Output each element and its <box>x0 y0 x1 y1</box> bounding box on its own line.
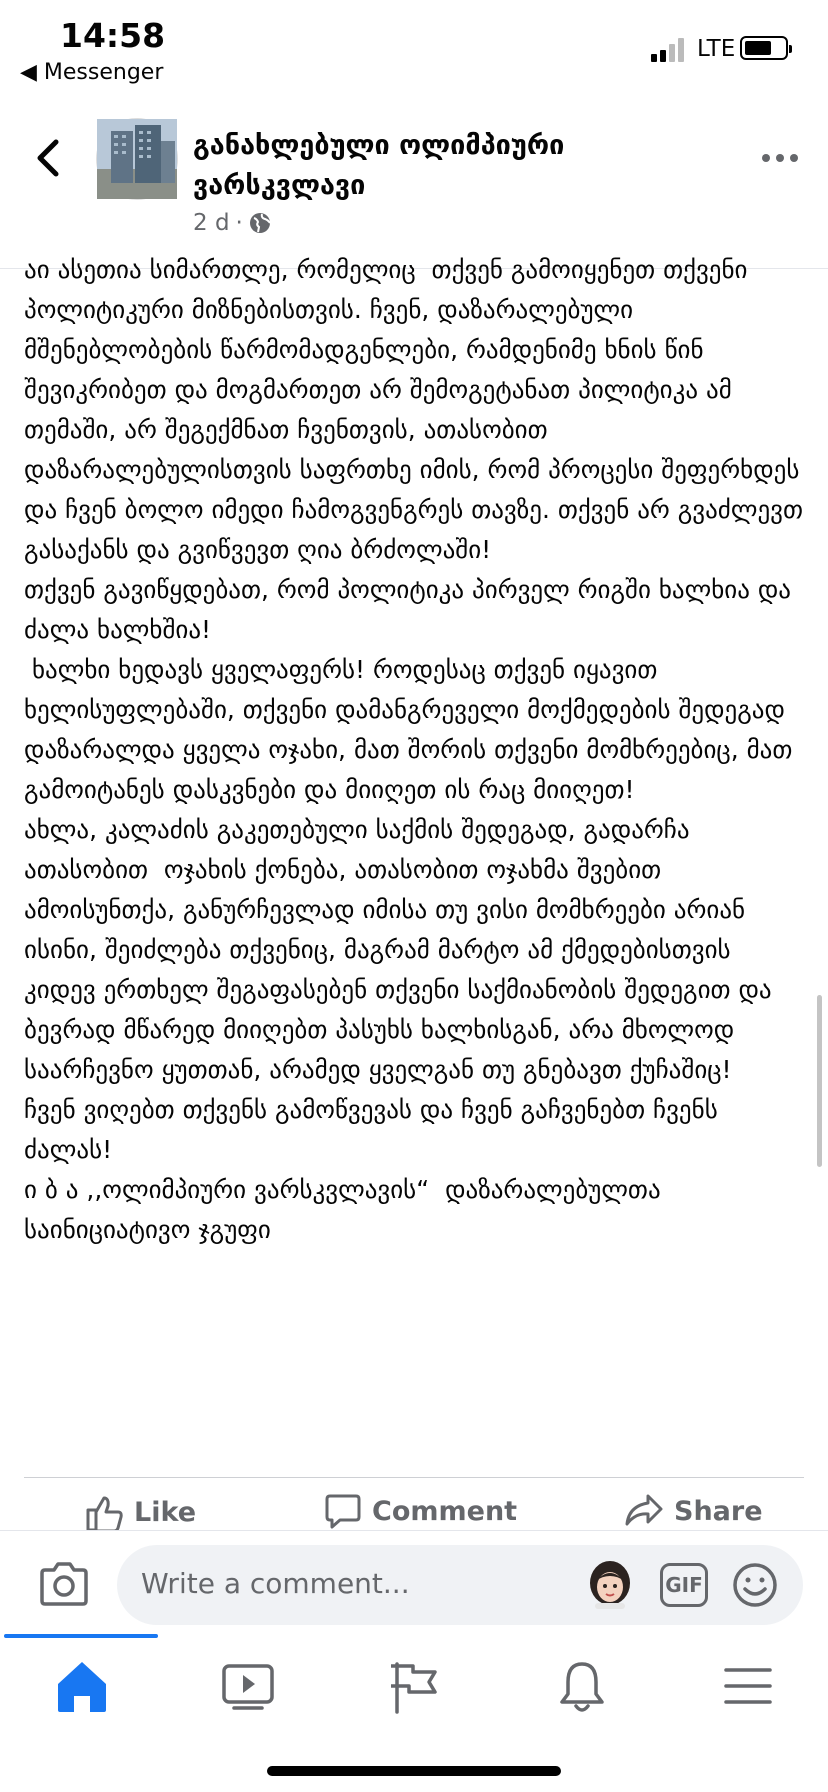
post-actions <box>0 1492 828 1532</box>
comment-bar <box>0 1530 828 1635</box>
page-title[interactable]: განახლებული ოლიმპიური ვარსკვლავი <box>193 130 565 201</box>
home-icon[interactable] <box>52 1656 112 1716</box>
menu-icon[interactable] <box>718 1656 778 1716</box>
share-arrow-icon <box>624 1492 664 1530</box>
like-label: Like <box>134 1496 197 1528</box>
scrollbar[interactable] <box>817 995 822 1167</box>
status-time: 14:58 <box>60 16 166 55</box>
back-chevron-icon[interactable] <box>30 136 70 180</box>
comment-button[interactable] <box>324 1492 517 1530</box>
comment-bubble-icon <box>324 1492 362 1530</box>
meta-separator: · <box>235 210 243 236</box>
camera-icon[interactable] <box>38 1561 90 1607</box>
post-text-container <box>24 250 804 1460</box>
share-label: Share <box>674 1495 763 1527</box>
like-button[interactable] <box>84 1492 196 1532</box>
gif-button[interactable]: GIF <box>660 1563 708 1607</box>
home-indicator[interactable] <box>267 1766 561 1776</box>
thumbs-up-icon <box>84 1492 124 1532</box>
pages-flag-icon[interactable] <box>385 1656 445 1716</box>
page-avatar[interactable] <box>96 118 178 200</box>
cellular-signal-icon <box>651 38 687 62</box>
emoji-smile-icon[interactable] <box>731 1561 779 1609</box>
battery-icon <box>740 36 788 60</box>
actions-divider <box>24 1477 804 1478</box>
globe-icon <box>249 212 271 234</box>
more-options-icon[interactable] <box>760 148 800 168</box>
post-text: აი ასეთია სიმართლე, რომელიც თქვენ გამოიყენეთ თქვენი პოლიტიკური მიზნებისთვის. ჩვენ, დაზარალებული მშენებლობების წარმომადგენლები, რამდენიმე ხნის წინ შევიკრიბეთ და მოგმართეთ არ შემოგეტანათ პილიტიკა ამ თემაში, არ შეგექმნათ ჩვენთვის, ათასობით დაზარალებულისთვის საფრთხე იმის, რომ პროცესი შეფერხდეს და ჩვენ ბოლო იმედი ჩამოგვენგრეს თავზე. თქვენ არ გვაძლევთ გასაქანს და გვიწვევთ ღია ბრძოლაში! თქვენ გავიწყდებათ, რომ პოლიტიკა პირველ რიგში ხალხია და ძალა ხალხშია! ხალხი ხედავს ყველაფერს! როდესაც თქვენ იყავით ხელისუფლებაში, თქვენი დამანგრეველი მოქმედების შედეგად დაზარალდა ყველა ოჯახი, მათ შორის თქვენი მომხრეებიც, მათ გამოიტანეს დასკვნები და მიიღეთ ის რაც მიიღეთ! ახლა, კალაძის გაკეთებული საქმის შედეგად, გადარჩა ათასობით ოჯახის ქონება, ათასობით ოჯახმა შვებით ამოისუნთქა, განურჩევლად იმისა თუ ვისი მომხრეები არიან ისინი, შეიძლება თქვენიც, მაგრამ მარტო ამ ქმედებისთვის კიდევ ერთხელ შეგაფასებენ თქვენი საქმიანობის შედეგით და ბევრად მწარედ მიიღებთ პასუხს ხალხისგან, არა მხოლოდ საარჩევნო ყუთთან, არამედ ყველგან თუ გნებავთ ქუჩაშიც! ჩვენ ვიღებთ თქვენს გამოწვევას და ჩვენ გაჩვენებთ ჩვენს ძალას! ი ბ ა ,,ოლიმპიური ვარსკვლავის“ დაზარალებულთა საინიციატივო ჯგუფი <box>24 255 803 1244</box>
share-button[interactable] <box>624 1492 763 1530</box>
watch-video-icon[interactable] <box>218 1656 278 1716</box>
comment-placeholder: Write a comment... <box>141 1567 410 1600</box>
active-tab-indicator <box>4 1634 158 1638</box>
bottom-tab-bar <box>0 1634 828 1744</box>
comment-input[interactable] <box>117 1545 803 1625</box>
post-header <box>0 96 828 269</box>
notifications-bell-icon[interactable] <box>552 1656 612 1716</box>
back-to-messenger-link[interactable]: ◀ Messenger <box>20 60 164 85</box>
comment-label: Comment <box>372 1495 518 1527</box>
post-meta <box>193 210 271 236</box>
network-type: LTE <box>697 36 736 62</box>
status-bar <box>0 0 828 96</box>
avatar-sticker-icon[interactable] <box>587 1561 633 1609</box>
post-time-ago[interactable]: 2 d <box>193 210 230 236</box>
